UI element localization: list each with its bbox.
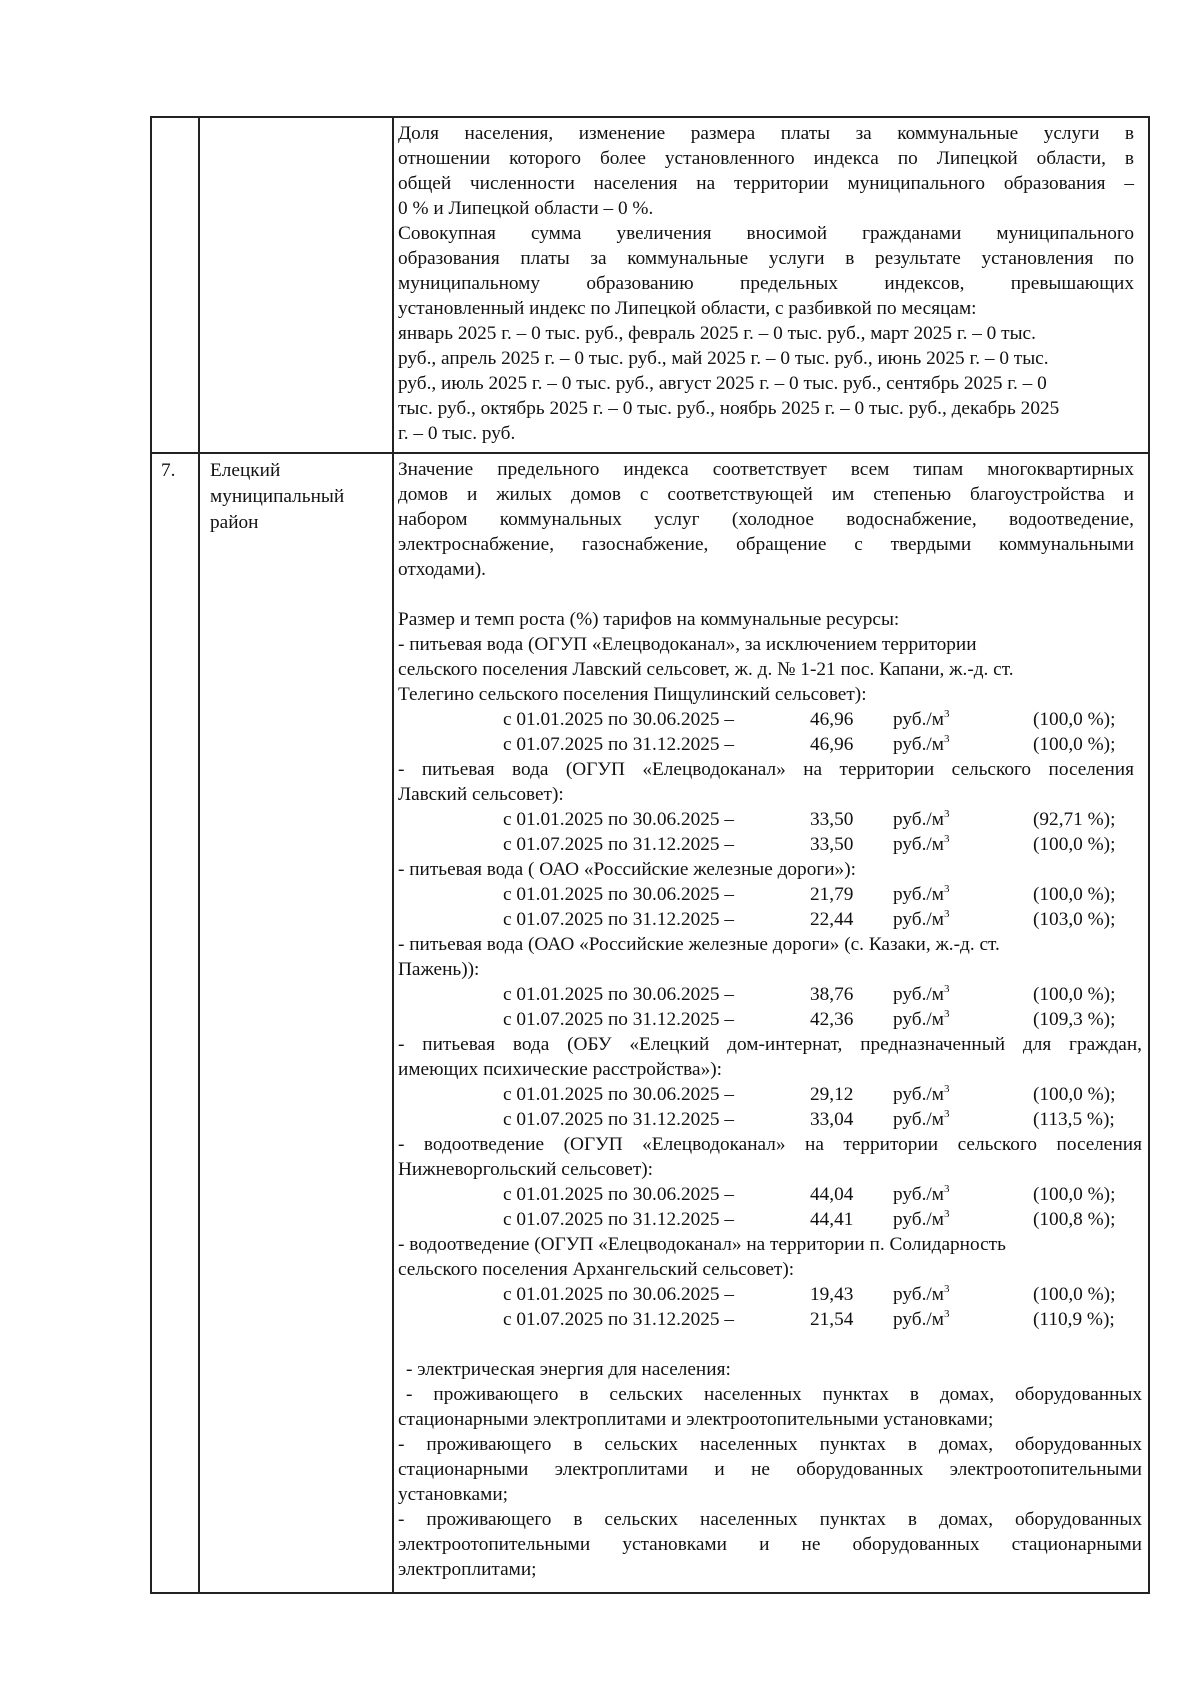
tariff-unit-text: руб./м bbox=[893, 809, 944, 830]
tariff-value-text: 19,43 bbox=[810, 1284, 854, 1305]
tariff-unit bbox=[893, 1207, 949, 1232]
tariff-unit-text: руб./м bbox=[893, 1209, 944, 1230]
municipality-name bbox=[210, 458, 344, 536]
tariff-growth-percent bbox=[1033, 1007, 1115, 1032]
tariff-period bbox=[503, 732, 734, 757]
tariff-period bbox=[503, 1282, 734, 1307]
tariff-group-title: - водоотведение (ОГУП «Елецводоканал» на территории п. Солидарность bbox=[398, 1234, 1006, 1255]
tariff-value-text: 21,54 bbox=[810, 1309, 854, 1330]
table-top-border bbox=[150, 116, 1150, 118]
tariff-rate-row bbox=[503, 1107, 1153, 1132]
tariff-unit-text: руб./м bbox=[893, 1084, 944, 1105]
tariff-rate-row bbox=[503, 707, 1153, 732]
text-line: электроотопительными установками и не оборудованных стационарными bbox=[398, 1534, 1142, 1555]
tariff-group-title: Пажень)): bbox=[398, 959, 480, 980]
text-line: Доля населения, изменение размера платы за коммунальные услуги в bbox=[398, 123, 1134, 144]
tariff-period bbox=[503, 1007, 734, 1032]
tariff-unit bbox=[893, 1307, 949, 1332]
tariff-value bbox=[810, 1082, 853, 1107]
table-left-border bbox=[150, 116, 152, 1594]
tariff-unit bbox=[893, 832, 949, 857]
tariff-value bbox=[810, 732, 853, 757]
text-line: январь 2025 г. – 0 тыс. руб., февраль 2025 г. – 0 тыс. руб., март 2025 г. – 0 тыс. bbox=[398, 323, 1036, 344]
tariff-unit bbox=[893, 732, 949, 757]
tariff-period-text: с 01.01.2025 по 30.06.2025 – bbox=[503, 709, 734, 730]
tariff-value bbox=[810, 882, 853, 907]
tariff-period bbox=[503, 832, 734, 857]
tariff-growth-percent-text: (100,0 %); bbox=[1033, 1284, 1116, 1305]
tariff-unit bbox=[893, 982, 949, 1007]
tariff-period bbox=[503, 1182, 734, 1207]
tariff-group-title: - водоотведение (ОГУП «Елецводоканал» на территории сельского поселения bbox=[398, 1134, 1142, 1155]
tariff-growth-percent-text: (100,0 %); bbox=[1033, 709, 1116, 730]
tariff-growth-percent-text: (100,0 %); bbox=[1033, 734, 1116, 755]
tariff-growth-percent bbox=[1033, 1307, 1115, 1332]
text-line: образования платы за коммунальные услуги в результате установления по bbox=[398, 248, 1134, 269]
tariff-growth-percent-text: (109,3 %); bbox=[1033, 1009, 1116, 1030]
tariff-group-title: Нижневоргольский сельсовет): bbox=[398, 1159, 654, 1180]
tariff-rate-row bbox=[503, 982, 1153, 1007]
tariff-unit-text: руб./м bbox=[893, 1109, 944, 1130]
tariff-rate-row bbox=[503, 1182, 1153, 1207]
tariff-unit-text: руб./м bbox=[893, 909, 944, 930]
tariff-unit bbox=[893, 807, 949, 832]
tariff-unit bbox=[893, 1107, 949, 1132]
tariff-unit bbox=[893, 1182, 949, 1207]
tariff-value-text: 46,96 bbox=[810, 709, 854, 730]
tariff-period-text: с 01.01.2025 по 30.06.2025 – bbox=[503, 809, 734, 830]
text-line: г. – 0 тыс. руб. bbox=[398, 423, 516, 444]
tariff-unit bbox=[893, 907, 949, 932]
tariff-rate-row bbox=[503, 882, 1153, 907]
tariff-unit-text: руб./м bbox=[893, 984, 944, 1005]
tariff-period-text: с 01.07.2025 по 31.12.2025 – bbox=[503, 909, 734, 930]
tariff-growth-percent-text: (100,0 %); bbox=[1033, 834, 1116, 855]
tariff-period-text: с 01.07.2025 по 31.12.2025 – bbox=[503, 834, 734, 855]
tariff-period-text: с 01.07.2025 по 31.12.2025 – bbox=[503, 1209, 734, 1230]
text-line: набором коммунальных услуг (холодное водоснабжение, водоотведение, bbox=[398, 509, 1134, 530]
tariff-period-text: с 01.01.2025 по 30.06.2025 – bbox=[503, 884, 734, 905]
text-line: руб., апрель 2025 г. – 0 тыс. руб., май 2025 г. – 0 тыс. руб., июнь 2025 г. – 0 тыс. bbox=[398, 348, 1049, 369]
tariff-growth-percent-text: (100,0 %); bbox=[1033, 984, 1116, 1005]
tariff-value bbox=[810, 1107, 853, 1132]
tariff-value bbox=[810, 832, 853, 857]
unit-exponent: 3 bbox=[943, 707, 950, 720]
text-line: муниципальному образованию предельных индексов, превышающих bbox=[398, 273, 1134, 294]
tariff-period-text: с 01.07.2025 по 31.12.2025 – bbox=[503, 1309, 734, 1330]
tariff-period bbox=[503, 982, 734, 1007]
text-line: - проживающего в сельских населенных пунктах в домах, оборудованных bbox=[406, 1384, 1142, 1405]
tariff-unit-text: руб./м bbox=[893, 834, 944, 855]
tariff-growth-percent bbox=[1033, 1082, 1115, 1107]
tariff-group-title: Телегино сельского поселения Пищулинский сельсовет): bbox=[398, 684, 867, 705]
tariff-unit-text: руб./м bbox=[893, 1184, 944, 1205]
unit-exponent: 3 bbox=[943, 1307, 950, 1320]
tariff-period bbox=[503, 1082, 734, 1107]
tariff-unit-text: руб./м bbox=[893, 709, 944, 730]
unit-exponent: 3 bbox=[943, 807, 950, 820]
tariff-period-text: с 01.07.2025 по 31.12.2025 – bbox=[503, 1009, 734, 1030]
tariff-value bbox=[810, 807, 853, 832]
tariff-value-text: 29,12 bbox=[810, 1084, 854, 1105]
tariffs-heading: Размер и темп роста (%) тарифов на коммунальные ресурсы: bbox=[398, 609, 900, 630]
tariff-period bbox=[503, 1307, 734, 1332]
tariff-rate-row bbox=[503, 1282, 1153, 1307]
tariff-growth-percent bbox=[1033, 807, 1115, 832]
text-line: установленный индекс по Липецкой области, с разбивкой по месяцам: bbox=[398, 298, 977, 319]
tariff-value bbox=[810, 907, 853, 932]
unit-exponent: 3 bbox=[943, 1182, 950, 1195]
tariff-period-text: с 01.07.2025 по 31.12.2025 – bbox=[503, 734, 734, 755]
unit-exponent: 3 bbox=[943, 1207, 950, 1220]
tariff-period bbox=[503, 707, 734, 732]
column-divider-1 bbox=[198, 116, 200, 1594]
tariff-value-text: 44,41 bbox=[810, 1209, 854, 1230]
tariff-rate-row bbox=[503, 807, 1153, 832]
text-line: стационарными электроплитами и не оборудованных электроотопительными bbox=[398, 1459, 1142, 1480]
tariff-period bbox=[503, 807, 734, 832]
name-line: район bbox=[210, 512, 259, 533]
text-line: Совокупная сумма увеличения вносимой гражданами муниципального bbox=[398, 223, 1134, 244]
tariff-value-text: 38,76 bbox=[810, 984, 854, 1005]
tariff-growth-percent-text: (100,0 %); bbox=[1033, 1084, 1116, 1105]
electric-heading: - электрическая энергия для населения: bbox=[406, 1359, 731, 1380]
tariff-group-title: - питьевая вода (ОБУ «Елецкий дом-интернат, предназначенный для граждан, bbox=[398, 1034, 1142, 1055]
text-line: - проживающего в сельских населенных пунктах в домах, оборудованных bbox=[398, 1509, 1142, 1530]
tariff-unit-text: руб./м bbox=[893, 734, 944, 755]
unit-exponent: 3 bbox=[943, 832, 950, 845]
tariff-growth-percent-text: (103,0 %); bbox=[1033, 909, 1116, 930]
unit-exponent: 3 bbox=[943, 1107, 950, 1120]
tariff-period bbox=[503, 882, 734, 907]
tariff-period-text: с 01.01.2025 по 30.06.2025 – bbox=[503, 1184, 734, 1205]
tariff-growth-percent bbox=[1033, 1207, 1115, 1232]
tariff-period-text: с 01.01.2025 по 30.06.2025 – bbox=[503, 1284, 734, 1305]
column-divider-2 bbox=[392, 116, 394, 1594]
tariff-value bbox=[810, 1282, 853, 1307]
tariff-growth-percent bbox=[1033, 907, 1115, 932]
text-line: Значение предельного индекса соответствует всем типам многоквартирных bbox=[398, 459, 1134, 480]
tariff-rate-row bbox=[503, 1207, 1153, 1232]
tariff-growth-percent bbox=[1033, 832, 1115, 857]
tariff-group-title: имеющих психические расстройства»): bbox=[398, 1059, 723, 1080]
name-line: Елецкий bbox=[210, 460, 281, 481]
tariff-value bbox=[810, 707, 853, 732]
tariff-group-title: Лавский сельсовет): bbox=[398, 784, 564, 805]
tariff-value bbox=[810, 1182, 853, 1207]
tariff-value-text: 46,96 bbox=[810, 734, 854, 755]
tariff-value-text: 33,50 bbox=[810, 834, 854, 855]
tariff-value-text: 44,04 bbox=[810, 1184, 854, 1205]
tariff-growth-percent-text: (110,9 %); bbox=[1033, 1309, 1115, 1330]
tariff-group-title: - питьевая вода (ОГУП «Елецводоканал», за исключением территории bbox=[398, 634, 977, 655]
unit-exponent: 3 bbox=[943, 1282, 950, 1295]
text-line: тыс. руб., октябрь 2025 г. – 0 тыс. руб., ноябрь 2025 г. – 0 тыс. руб., декабрь 2025 bbox=[398, 398, 1060, 419]
tariff-growth-percent-text: (100,8 %); bbox=[1033, 1209, 1116, 1230]
text-line: руб., июль 2025 г. – 0 тыс. руб., август 2025 г. – 0 тыс. руб., сентябрь 2025 г. – 0 bbox=[398, 373, 1047, 394]
name-line: муниципальный bbox=[210, 486, 345, 507]
text-line: установками; bbox=[398, 1484, 508, 1505]
tariff-rate-row bbox=[503, 907, 1153, 932]
tariff-value-text: 33,04 bbox=[810, 1109, 854, 1130]
unit-exponent: 3 bbox=[943, 732, 950, 745]
text-line: электроснабжение, газоснабжение, обращение с твердыми коммунальными bbox=[398, 534, 1134, 555]
tariff-growth-percent bbox=[1033, 1107, 1115, 1132]
tariff-growth-percent bbox=[1033, 1282, 1115, 1307]
unit-exponent: 3 bbox=[943, 982, 950, 995]
tariff-group-title: сельского поселения Архангельский сельсовет): bbox=[398, 1259, 795, 1280]
tariff-value-text: 42,36 bbox=[810, 1009, 854, 1030]
tariff-rate-row bbox=[503, 732, 1153, 757]
tariff-unit-text: руб./м bbox=[893, 1284, 944, 1305]
text-line: 0 % и Липецкой области – 0 %. bbox=[398, 198, 654, 219]
tariff-unit bbox=[893, 1082, 949, 1107]
tariff-unit bbox=[893, 1007, 949, 1032]
tariff-period-text: с 01.01.2025 по 30.06.2025 – bbox=[503, 1084, 734, 1105]
tariff-growth-percent bbox=[1033, 707, 1115, 732]
tariff-unit-text: руб./м bbox=[893, 1009, 944, 1030]
text-line: стационарными электроплитами и электроотопительными установками; bbox=[398, 1409, 994, 1430]
tariff-rate-row bbox=[503, 832, 1153, 857]
text-line: отходами). bbox=[398, 559, 486, 580]
tariff-period bbox=[503, 907, 734, 932]
unit-exponent: 3 bbox=[943, 882, 950, 895]
tariff-group-title: - питьевая вода (ОГУП «Елецводоканал» на территории сельского поселения bbox=[398, 759, 1134, 780]
tariff-unit-text: руб./м bbox=[893, 1309, 944, 1330]
tariff-value-text: 22,44 bbox=[810, 909, 854, 930]
row-separator bbox=[150, 452, 1150, 454]
tariff-period bbox=[503, 1107, 734, 1132]
unit-exponent: 3 bbox=[943, 907, 950, 920]
tariff-rate-row bbox=[503, 1082, 1153, 1107]
tariff-period bbox=[503, 1207, 734, 1232]
tariff-growth-percent-text: (92,71 %); bbox=[1033, 809, 1116, 830]
tariff-value bbox=[810, 982, 853, 1007]
unit-exponent: 3 bbox=[943, 1007, 950, 1020]
tariff-growth-percent bbox=[1033, 882, 1115, 907]
tariff-group-title: сельского поселения Лавский сельсовет, ж. д. № 1-21 пос. Капани, ж.-д. ст. bbox=[398, 659, 1014, 680]
tariff-value bbox=[810, 1207, 853, 1232]
tariff-unit bbox=[893, 1282, 949, 1307]
tariff-rate-row bbox=[503, 1307, 1153, 1332]
tariff-growth-percent bbox=[1033, 982, 1115, 1007]
tariff-group-title: - питьевая вода (ОАО «Российские железные дороги» (с. Казаки, ж.-д. ст. bbox=[398, 934, 1000, 955]
table-bottom-border bbox=[150, 1592, 1150, 1594]
row-number: 7. bbox=[161, 460, 176, 481]
tariff-unit bbox=[893, 882, 949, 907]
tariff-value bbox=[810, 1307, 853, 1332]
tariff-value-text: 33,50 bbox=[810, 809, 854, 830]
text-line: электроплитами; bbox=[398, 1559, 537, 1580]
tariff-group-title: - питьевая вода ( ОАО «Российские железные дороги»): bbox=[398, 859, 856, 880]
unit-exponent: 3 bbox=[943, 1082, 950, 1095]
tariff-value-text: 21,79 bbox=[810, 884, 854, 905]
tariff-growth-percent-text: (113,5 %); bbox=[1033, 1109, 1115, 1130]
tariff-growth-percent bbox=[1033, 1182, 1115, 1207]
tariff-unit-text: руб./м bbox=[893, 884, 944, 905]
tariff-value bbox=[810, 1007, 853, 1032]
tariff-period-text: с 01.07.2025 по 31.12.2025 – bbox=[503, 1109, 734, 1130]
tariff-unit bbox=[893, 707, 949, 732]
text-line: общей численности населения на территории муниципального образования – bbox=[398, 173, 1134, 194]
text-line: - проживающего в сельских населенных пунктах в домах, оборудованных bbox=[398, 1434, 1142, 1455]
tariff-period-text: с 01.01.2025 по 30.06.2025 – bbox=[503, 984, 734, 1005]
text-line: отношении которого более установленного индекса по Липецкой области, в bbox=[398, 148, 1134, 169]
tariff-growth-percent-text: (100,0 %); bbox=[1033, 1184, 1116, 1205]
text-line: домов и жилых домов с соответствующей им степенью благоустройства и bbox=[398, 484, 1134, 505]
tariff-growth-percent bbox=[1033, 732, 1115, 757]
tariff-rate-row bbox=[503, 1007, 1153, 1032]
tariff-growth-percent-text: (100,0 %); bbox=[1033, 884, 1116, 905]
